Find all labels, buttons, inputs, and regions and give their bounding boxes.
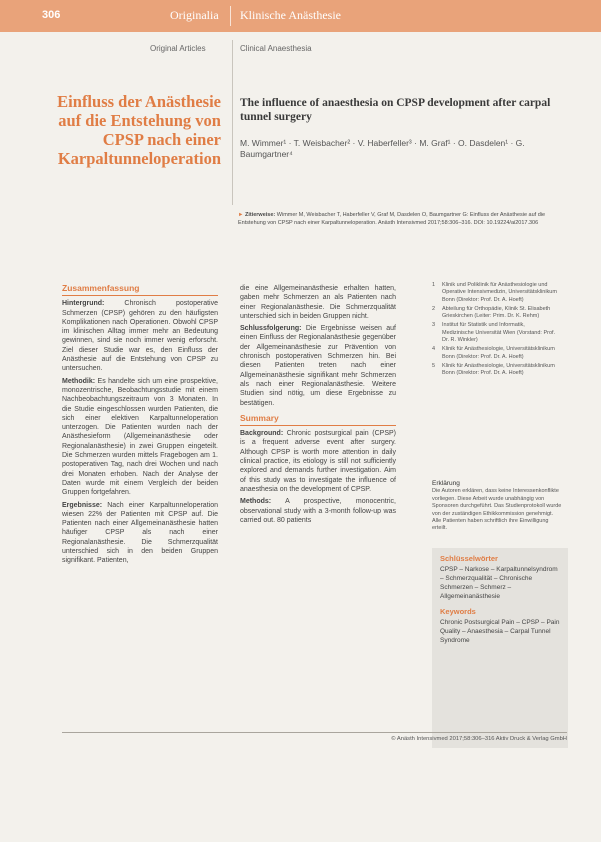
footer [62, 732, 567, 742]
section-topic: Klinische Anästhesie [240, 8, 341, 22]
para-background-en: Background: Chronic postsurgical pain (CPSP) is a frequent adverse event after surgery. Although CPSP is worth more attention in daily clinical practice, its etiology is still not sufficiently explored and demands further investigation. Aim of this study was to investigate the influence of anaesthesia on the development of CPSP. [240, 430, 396, 493]
heading-summary: Summary [240, 412, 279, 423]
header-divider [230, 6, 231, 26]
title-german: Einfluss der Anästhesie auf die Entstehung von CPSP nach einer Karpaltunneloperation [57, 92, 221, 168]
para-results-de: Ergebnisse: Nach einer Karpaltunneloperation wiesen 22% der Patienten mit CPSP auf. Die Patienten nach einer Allgemeinanästhesie hatten häufiger CPSP als nach einer Regionalanästhesie. Die Schmerzqualität unterschied sich in den beiden Gruppen signifikant. Patienten, [62, 501, 218, 565]
para-methods-en: Methods: A prospective, monocentric, observational study with a 3-month follow-up was carried out. 80 patients [240, 498, 396, 524]
authors: M. Wimmer¹ · T. Weisbacher² · V. Haberfeller³ · M. Graf¹ · O. Dasdelen¹ · G. Baumgartner⁴ [240, 138, 525, 159]
conflict-heading: Erklärung [432, 480, 460, 487]
title-english: The influence of anaesthesia on CPSP development after carpal tunnel surgery [240, 97, 551, 123]
conflict-text: Die Autoren erklären, dass keine Interessenkonflikte vorliegen. Diese Arbeit wurde unabhängig von Sponsoren durchgeführt. Das Studienprotokoll wurde von der zuständigen Ethikkommission genehmigt. Alle Patienten haben schriftlich ihre Einwilligung erteilt. [432, 488, 562, 532]
title-divider [232, 40, 233, 205]
citation-note [238, 212, 558, 227]
abstract-german [62, 284, 218, 569]
heading-rule [62, 295, 218, 296]
citation-label: Zitierweise: [244, 212, 276, 218]
affiliation-item: 4 Klinik für Anästhesiologie, Universitätsklinikum Bonn (Direktor: Prof. Dr. A. Hoeft) [432, 346, 555, 360]
conflict-statement [432, 480, 562, 533]
affiliations [432, 282, 557, 380]
para-background-de: Hintergrund: Chronisch postoperative Schmerzen (CPSP) gehören zu den häufigsten Komplikationen nach Operationen. Obwohl CPSP im klinischen Alltag immer mehr an Bedeutung gewinnen, sind sie noch immer wenig erforscht. Ziel dieser Studie war es, den Einfluss der Anästhesie auf die Entstehung von CPSP zu untersuchen. [62, 300, 218, 373]
affiliation-item: 1 Klinik und Poliklinik für Anästhesiologie und Operative Intensivmedizin, Universitätsklinikum Bonn (Direktor: Prof. Dr. A. Hoeft) [432, 282, 557, 303]
arrow-icon: ► [238, 212, 244, 218]
keywords-en-heading: Keywords [440, 607, 476, 616]
heading-rule [240, 425, 396, 426]
para-results-cont: die eine Allgemeinanästhesie erhalten hatten, gaben mehr Schmerzen an als Patienten nach einer Regionalanästhesie. Die Schmerzqualität unterschied sich in beiden Gruppen nicht. [240, 285, 396, 320]
sublabel-right: Clinical Anaesthesia [240, 44, 312, 53]
keywords-en-list: Chronic Postsurgical Pain – CPSP – Pain Quality – Anaesthesia – Carpal Tunnel Syndrome [440, 619, 560, 644]
para-conclusion-de: Schlussfolgerung: Die Ergebnisse weisen auf einen Einfluss der Regionalanästhesie gegenüber der Allgemeinanästhesie zur Prävention von chronisch postoperativen Schmerzen hin. Bei diesen Patienten treten nach einer Allgemeinanästhesie signifikant mehr Schmerzen als nach einer Regionalanästhesie. Weitere Studien sind nötig, um diese Ergebnisse zu bestätigen. [240, 325, 396, 407]
footer-text: © Anästh Intensivmed 2017;58:306–316 Aktiv Druck & Verlag GmbH [391, 736, 567, 742]
keywords-de-heading: Schlüsselwörter [440, 554, 498, 563]
heading-zusammenfassung: Zusammenfassung [62, 283, 140, 293]
affiliation-item: 5 Klinik für Anästhesiologie, Universitätsklinikum Bonn (Direktor: Prof. Dr. A. Hoeft) [432, 362, 555, 377]
abstract-continued [240, 284, 396, 528]
para-methods-de: Methodik: Es handelte sich um eine prospektive, monozentrische, Beobachtungsstudie mit einem Nachbeobachtungszeitraum von 3 Monaten. In die Studie eingeschlossen wurden Patienten, die sich einer elektiven Karpaltunneloperation unterzogen. Die Patienten wurden nach der Anästhesieform (Allgemeinanästhesie oder Regionalanästhesie) in zwei Gruppen eingeteilt. Die Schmerzen wurden mittels Fragebogen am 1. postoperativen Tag, nach drei Wochen und nach drei Monaten erhoben. Nach der Analyse der Daten wurde mit einem Vergleich der beiden Gruppen fortgefahren. [62, 377, 218, 497]
sublabel-left: Original Articles [150, 44, 206, 53]
section-original: Originalia [170, 8, 219, 22]
affiliation-item: 3 Institut für Statistik und Informatik, Medizinische Universität Wien (Vorstand: Prof. Dr. R. Winkler) [432, 322, 556, 344]
affiliation-item: 2 Abteilung für Orthopädie, Klinik St. Elisabeth Grieskirchen (Leiter: Prim. Dr. K. Rehm) [432, 305, 551, 320]
keywords-box [432, 548, 568, 748]
citation-text: Wimmer M, Weisbacher T, Haberfeller V, Graf M, Dasdelen O, Baumgartner G: Einfluss der Anästhesie auf die Entstehung von CPSP nach einer Karpaltunneloperation. Anästh Intensivmed 2017;58:306–316. DOI: 10.19224/ai2017.306 [238, 212, 546, 226]
header-bar [0, 0, 601, 32]
keywords-de-list: CPSP – Narkose – Karpaltunnelsyndrom – Schmerzqualität – Chronische Schmerzen – Schmerz – Allgemeinanästhesie [440, 566, 558, 600]
page-number: 306 [42, 9, 61, 21]
